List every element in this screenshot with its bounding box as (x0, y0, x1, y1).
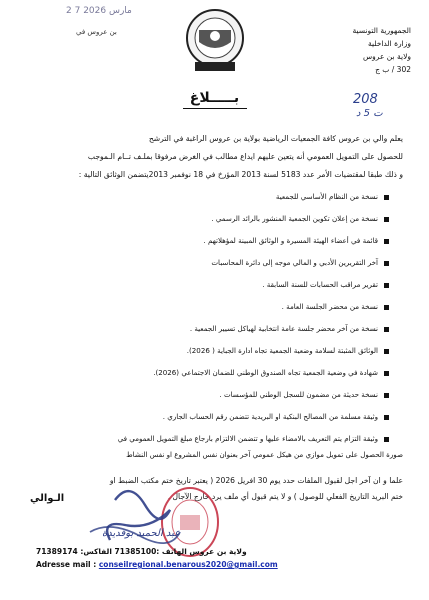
closing-line: ختم البريد التاريخ الفعلي للوصول ) و لا يتم قبول أي ملف يرد خارج الآجال . (167, 492, 403, 501)
bullet-icon (384, 327, 389, 332)
title-underline (183, 108, 247, 109)
governor-label: الـوالي (30, 493, 65, 504)
footer-email-link[interactable]: conseilregional.benarous2020@gmail.com (98, 560, 278, 569)
closing-line: علما و ان آخر اجل لقبول الملفات حدد يوم 30 افريل 2026 ( يعتبر تاريخ ختم مكتب الضبط او (109, 476, 403, 485)
list-item: نسخة من النظام الأساسي للجمعية (276, 192, 389, 201)
footer-phone-line: ولاية بن عروس الهاتف :71385100 الفاكس: 71389174 (36, 547, 247, 556)
date-stamp: 2 7 مارس 2026 (66, 6, 132, 16)
bullet-icon (384, 283, 389, 288)
place-date: بن عروس في (76, 28, 117, 36)
bullet-icon (384, 349, 389, 354)
handwritten-reference-2: ت 5 د (356, 108, 383, 119)
list-item-continuation: صورة الحصول على تمويل موازي من هيكل عمومي آخر بعنوان نفس المشروع او نفس النشاط (126, 450, 403, 459)
list-item: شهادة في وضعية الجمعية تجاه الصندوق الوطني للضمان الاجتماعي (2026). (153, 368, 389, 377)
list-item: وثيقة التزام يتم التعريف بالامضاء عليها و تتضمن الالتزام بارجاع مبلغ التمويل العمومي في (118, 434, 389, 443)
list-item: نسخة من آخر محضر جلسة عامة انتخابية لهياكل تسيير الجمعية . (190, 324, 389, 333)
footer-email-line (36, 558, 278, 571)
list-item: نسخة من محضر الجلسة العامة . (282, 302, 389, 311)
bullet-icon (384, 371, 389, 376)
bullet-icon (384, 393, 389, 398)
governorate-emblem (183, 6, 247, 76)
bullet-icon (384, 415, 389, 420)
header-line: 302 / ب ج (375, 65, 411, 74)
handwritten-reference: 208 (353, 92, 378, 107)
header-line: الجمهورية التونسية (352, 26, 411, 35)
signature-name: عبد الحميد بوقديدة (102, 528, 181, 539)
bullet-icon (384, 437, 389, 442)
footer-address-label: Adresse mail : (36, 560, 97, 569)
list-item: تقرير مراقب الحسابات للسنة السابقة . (262, 280, 389, 289)
list-item: نسخة حديثة من مضمون للسجل الوطني للمؤسسات . (219, 390, 389, 399)
bullet-icon (384, 195, 389, 200)
header-line: وزارة الداخلية (367, 39, 411, 48)
intro-line: و ذلك طبقا لمقتضيات الأمر عدد 5183 لسنة 2013 المؤرخ في 18 نوفمبر 2013يتضمن الوثائق التالية : (78, 170, 403, 179)
intro-line: يعلم والي بن عروس كافة الجمعيات الرياضية بولاية بن عروس الراغبة في الترشح (148, 134, 403, 143)
intro-line: للحصول على التمويل العمومي أنه يتعين عليهم ايداع مطالب في الغرض مرفوقا بملـف تــام الـموجب (87, 152, 403, 161)
list-item: نسخة من إعلان تكوين الجمعية المنشور بالرائد الرسمي . (211, 214, 389, 223)
list-item: وثيقة مسلمة من المصالح البنكية او البريدية تتضمن رقم الحساب الجاري . (163, 412, 389, 421)
list-item: الوثائق المثبتة لسلامة وضعية الجمعية تجاه ادارة الجباية ( 2026). (187, 346, 389, 355)
document-title: بـــــلاغ (189, 90, 240, 106)
header-line: ولاية بن عروس (363, 52, 411, 61)
bullet-icon (384, 217, 389, 222)
bullet-icon (384, 239, 389, 244)
list-item: قائمة في أعضاء الهيئة المسيرة و الوثائق المبينة لمؤهلاتهم . (203, 236, 389, 245)
bullet-icon (384, 261, 389, 266)
bullet-icon (384, 305, 389, 310)
list-item: آخر التقريرين الأدبي و المالي موجه إلى دائرة المحاسبات (211, 258, 389, 267)
contact-footer (36, 545, 278, 571)
issuer-header (301, 24, 411, 76)
